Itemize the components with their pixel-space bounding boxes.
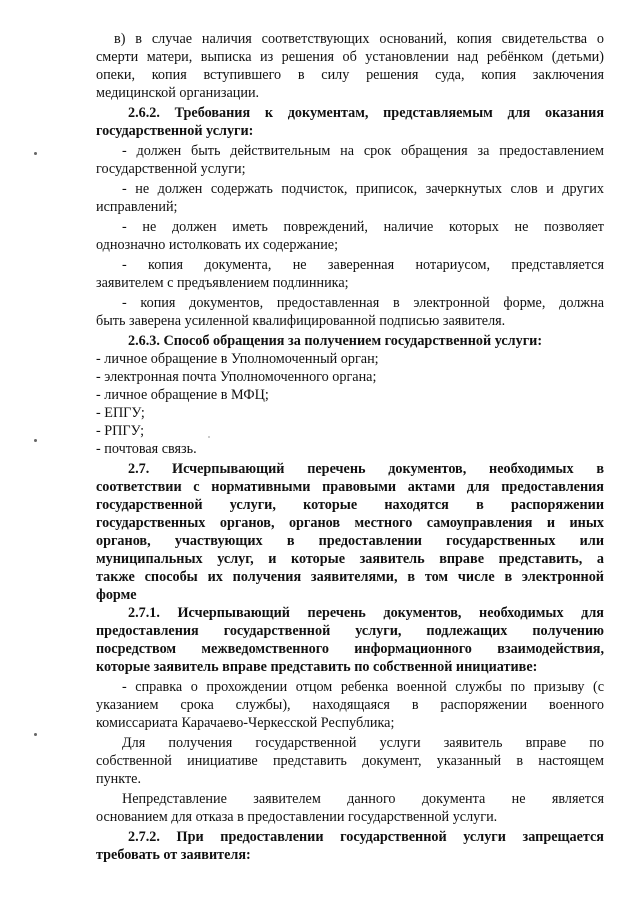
text-line: пункте. — [96, 771, 142, 787]
heading-line: предоставления государственной услуги, подлежащих получению — [96, 623, 604, 639]
heading-line: посредством межведомственного информационного взаимодействия, — [96, 641, 604, 657]
text-line: опеки, копия вступившего в силу решения суда, копия заключения — [96, 67, 604, 83]
heading-line: форме — [96, 587, 137, 603]
text-line: Непредставление заявителем данного документа не является — [122, 791, 604, 807]
text-line: - копия документов, предоставленная в электронной форме, должна — [122, 295, 604, 311]
margin-mark — [34, 733, 37, 736]
text-line: - не должен содержать подчисток, приписок, зачеркнутых слов и других — [122, 181, 604, 197]
heading-line: муниципальных услуг, и которые заявитель вправе представить, а — [96, 551, 604, 567]
text-line: собственной инициативе представить документ, указанный в настоящем — [96, 753, 604, 769]
text-line: комиссариата Карачаево-Черкесской Республика; — [96, 715, 395, 731]
scan-speck — [208, 436, 210, 438]
text-line: указанием срока службы), находящаяся в распоряжении военного — [96, 697, 604, 713]
text-line: исправлений; — [96, 199, 178, 215]
text-line: заявителем с предъявлением подлинника; — [96, 275, 349, 291]
text-line: - должен быть действительным на срок обращения за предоставлением — [122, 143, 604, 159]
text-line: - личное обращение в Уполномоченный орган; — [96, 351, 379, 367]
margin-mark — [34, 152, 37, 155]
text-line: - ЕПГУ; — [96, 405, 145, 421]
text-line: государственной услуги; — [96, 161, 246, 177]
heading-line: 2.7.1. Исчерпывающий перечень документов, необходимых для — [128, 605, 604, 621]
margin-mark — [34, 439, 37, 442]
text-line: в) в случае наличия соответствующих оснований, копия свидетельства о — [114, 31, 604, 47]
heading-line: требовать от заявителя: — [96, 847, 251, 863]
text-line: однозначно истолковать их содержание; — [96, 237, 339, 253]
text-line: быть заверена усиленной квалифицированной подписью заявителя. — [96, 313, 506, 329]
text-line: - не должен иметь повреждений, наличие которых не позволяет — [122, 219, 604, 235]
heading-line: органов, участвующих в предоставлении государственных или — [96, 533, 604, 549]
heading-line: соответствии с нормативными правовыми актами для предоставления — [96, 479, 604, 495]
heading-line: 2.7. Исчерпывающий перечень документов, необходимых в — [128, 461, 604, 477]
heading-line: 2.7.2. При предоставлении государственной услуги запрещается — [128, 829, 604, 845]
heading-line: государственной услуги, которые находятся в распоряжении — [96, 497, 604, 513]
heading-line: 2.6.2. Требования к документам, представляемым для оказания — [128, 105, 604, 121]
text-line: медицинской организации. — [96, 85, 260, 101]
text-line: смерти матери, выписка из решения об установлении над ребёнком (детьми) — [96, 49, 604, 65]
text-line: - копия документа, не заверенная нотариусом, представляется — [122, 257, 604, 273]
text-line: основанием для отказа в предоставлении государственной услуги. — [96, 809, 498, 825]
heading-line: государственных органов, органов местного самоуправления и иных — [96, 515, 604, 531]
heading-line: 2.6.3. Способ обращения за получением государственной услуги: — [128, 333, 543, 349]
heading-line: которые заявитель вправе представить по собственной инициативе: — [96, 659, 538, 675]
text-line: - электронная почта Уполномоченного органа; — [96, 369, 377, 385]
heading-line: государственной услуги: — [96, 123, 254, 139]
text-line: - РПГУ; — [96, 423, 145, 439]
text-line: Для получения государственной услуги заявитель вправе по — [122, 735, 604, 751]
text-line: - личное обращение в МФЦ; — [96, 387, 269, 403]
text-line: - почтовая связь. — [96, 441, 197, 457]
text-line: - справка о прохождении отцом ребенка военной службы по призыву (с — [122, 679, 604, 695]
heading-line: также способы их получения заявителями, в том числе в электронной — [96, 569, 604, 585]
